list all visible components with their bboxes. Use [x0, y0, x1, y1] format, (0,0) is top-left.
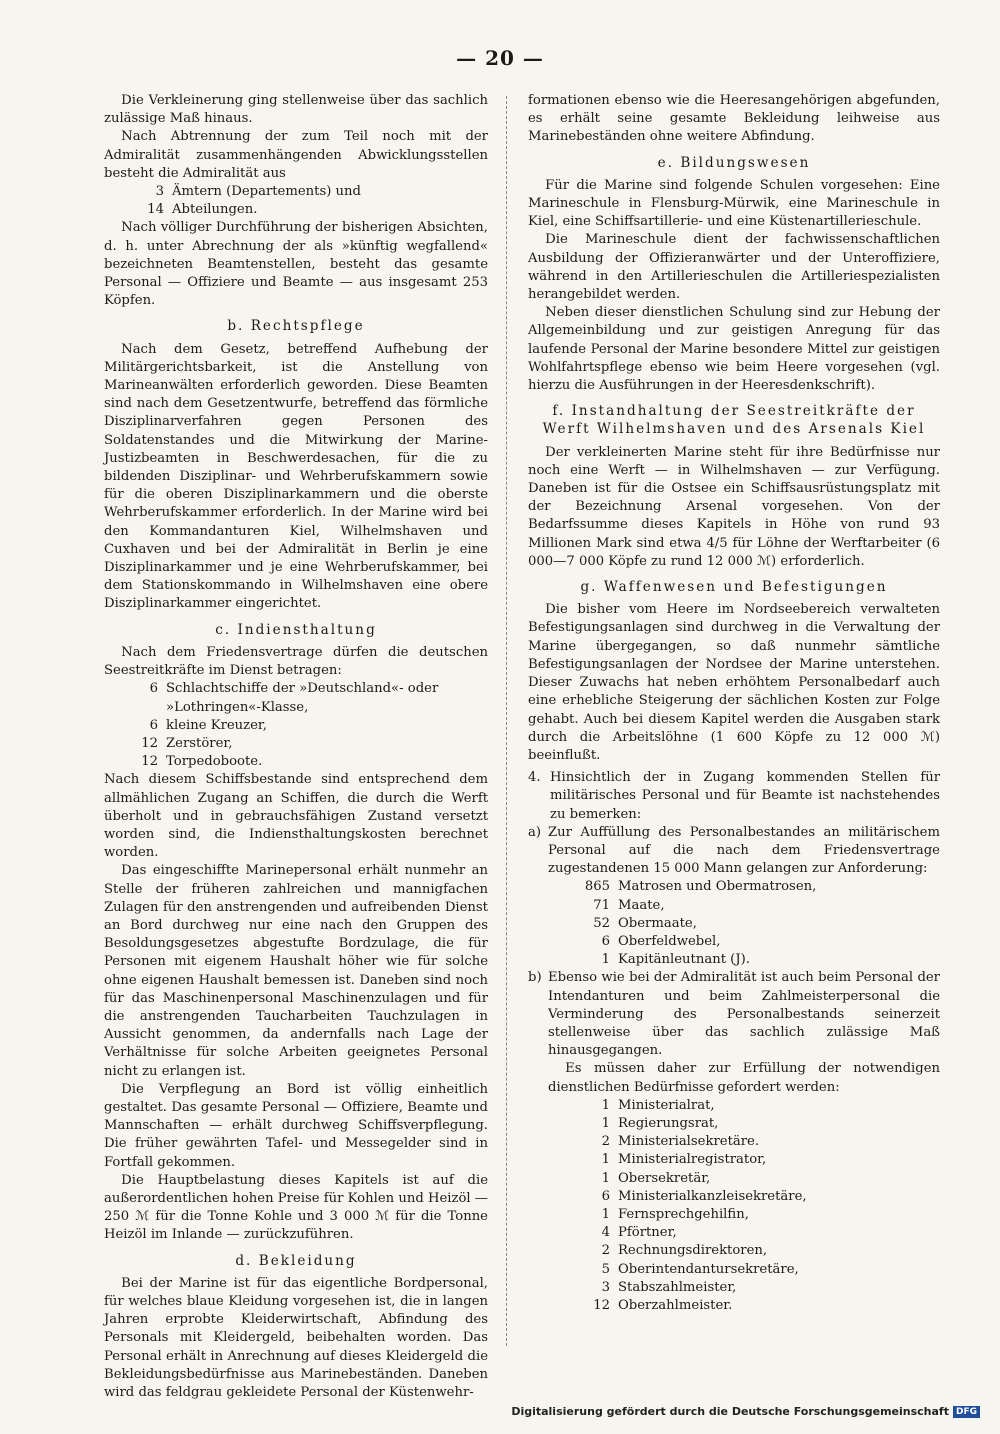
section-heading-b: b. Rechtspflege: [227, 318, 365, 335]
list-text: Zerstörer,: [166, 735, 233, 751]
list-qty: 12: [593, 1298, 610, 1313]
paragraph: Die bisher vom Heere im Nordseebereich verwalteten Befestigungsanlagen sind durchweg in die Verwaltung der Marine übergegangen, so daß nunmehr sämtliche Befestigungsanlagen der Nordsee der Marine unterstehen. Dieser Zuwachs hat neben erhöhtem Personalbedarf auch eine erhebliche Steigerung der sächlichen Kosten zur Folge gehabt. Auch bei diesem Kapitel werden die Ausgaben stark durch die Arbeitslöhne (1 600 Köpfe zu 12 000 ℳ) beeinflußt.: [528, 602, 940, 763]
list-item: [528, 1224, 940, 1242]
list-qty: 4: [601, 1225, 610, 1241]
list-qty: 6: [601, 933, 610, 949]
item-letter: a): [528, 824, 542, 840]
list-text: Pförtner,: [618, 1225, 677, 1241]
column-divider: [506, 96, 507, 1346]
section-heading-g: g. Waffenwesen und Befestigungen: [580, 579, 888, 596]
paragraph: Die Verkleinerung ging stellenweise über das sachlich zulässige Maß hinaus.: [104, 93, 488, 127]
list-qty: 865: [584, 879, 610, 895]
list-item: [104, 753, 488, 771]
page-number: — 20 —: [456, 46, 544, 70]
list-item: [104, 183, 488, 201]
officials-list: [528, 1097, 940, 1315]
paragraph: Nach diesem Schiffsbestande sind entsprechend dem allmählichen Zugang an Schiffen, die durch die Werft überholt und in gebrauchsfähigen Zustand versetzt worden sind, die Indiensthaltungskosten berechnet worden.: [104, 772, 488, 861]
list-qty: 1: [601, 1097, 610, 1113]
list-qty: 3: [601, 1279, 610, 1295]
list-qty: 6: [149, 681, 158, 697]
list-text: Ministerialregistrator,: [618, 1152, 767, 1168]
lettered-item-b: [528, 969, 940, 1096]
list-qty: 2: [601, 1134, 610, 1150]
list-item: [528, 1133, 940, 1151]
list-qty: 1: [601, 1152, 610, 1168]
item-number: 4.: [528, 770, 541, 786]
list-item: [104, 201, 488, 219]
list-text: Maate,: [618, 897, 665, 913]
paragraph: Nach dem Gesetz, betreffend Aufhebung der Militärgerichtsbarkeit, ist die Anstellung von Marineanwälten erforderlich geworden. Diese Beamten sind nach dem Gesetzentwurfe, betreffend das förmliche Disziplinarverfahren gegen Personen des Soldatenstandes und die Mitwirkung der Marine-Justizbeamten in Beschwerdesachen, für die zu bildenden Disziplinar- und Wehrberufskammern sowie für die oberen Disziplinarkammern und die oberste Wehrberufskammer erforderlich. In der Marine wird bei den Kommandanturen Kiel, Wilhelmshaven und Cuxhaven und bei der Admiralität in Berlin je eine Disziplinarkammer und je eine Wehrberufskammer, bei dem Stationskommando in Wilhelmshaven eine obere Disziplinarkammer eingerichtet.: [104, 341, 488, 612]
list-qty: 3: [155, 184, 164, 200]
list-qty: 14: [147, 202, 164, 218]
list-item: [104, 717, 488, 735]
list-item: [528, 1097, 940, 1115]
paragraph: Das eingeschiffte Marinepersonal erhält nunmehr an Stelle der früheren zahlreichen und mannigfachen Zulagen für den anstrengenden und aufreibenden Dienst an Bord durchweg nur eine nach den Gruppen des Besoldungsgesetzes abgestufte Bordzulage, die für Personen mit eigenem Haushalt höher wie für solche ohne eigenen Haushalt bemessen ist. Daneben sind noch für das Maschinenpersonal Maschinenzulagen und für die anstrengenden Taucharbeiten Tauchzulagen in Aussicht genommen, da andernfalls nach Lage der Verhältnisse für solche Arbeiten geeignetes Personal nicht zu erlangen ist.: [104, 863, 488, 1079]
ships-list: [104, 680, 488, 771]
personnel-list: [528, 878, 940, 969]
list-qty: 6: [149, 717, 158, 733]
paragraph: Die Marineschule dient der fachwissenschaftlichen Ausbildung der Offizieranwärter und der Unteroffiziere, während in den Artillerieschulen die Artilleriespezialisten herangebildet werden.: [528, 232, 940, 303]
item-text: [548, 969, 940, 1096]
list-item: [528, 1115, 940, 1133]
list-qty: 71: [593, 897, 610, 913]
list-text: Obermaate,: [618, 915, 697, 931]
dfg-logo: DFG: [953, 1406, 980, 1418]
list-qty: 1: [601, 1115, 610, 1131]
list-text: Oberfeldwebel,: [618, 933, 721, 949]
footer-text: Digitalisierung gefördert durch die Deutsche Forschungsgemeinschaft: [511, 1405, 949, 1418]
item-text-part: Es müssen daher zur Erfüllung der notwendigen dienstlichen Bedürfnisse gefordert werden:: [548, 1061, 940, 1095]
list-item: [528, 915, 940, 933]
list-text: Oberintendantursekretäre,: [618, 1261, 799, 1277]
list-qty: 12: [141, 754, 158, 770]
list-item: [528, 1297, 940, 1315]
list-qty: 6: [601, 1188, 610, 1204]
paragraph: Nach dem Friedensvertrage dürfen die deutschen Seestreitkräfte im Dienst betragen:: [104, 644, 488, 679]
list-item: [104, 735, 488, 753]
paragraph: Der verkleinerten Marine steht für ihre Bedürfnisse nur noch eine Werft — in Wilhelmshaven — zur Verfügung. Daneben ist für die Ostsee ein Schiffsausrüstungsplatz mit der Bezeichnung Arsenal vorgesehen. Von der Bedarfssumme dieses Kapitels in Höhe von rund 93 Millionen Mark sind etwa 4/5 für Löhne der Werftarbeiter (6 000—7 000 Köpfe zu rund 12 000 ℳ) erforderlich.: [528, 444, 940, 569]
list-text: Stabszahlmeister,: [618, 1279, 737, 1295]
paragraph: Nach Abtrennung der zum Teil noch mit der Admiralität zusammenhängenden Abwicklungsstellen besteht die Admiralität aus: [104, 129, 488, 181]
list-text: Obersekretär,: [618, 1170, 711, 1186]
numbered-item-4: [528, 769, 940, 824]
digitization-footer: [511, 1405, 980, 1418]
list-text: Ministerialrat,: [618, 1097, 715, 1113]
list-item: [528, 878, 940, 896]
section-heading-f: f. Instandhaltung der Seestreitkräfte der Werft Wilhelmshaven und des Arsenals Kiel: [542, 403, 926, 438]
list-item: [528, 897, 940, 915]
paragraph: Bei der Marine ist für das eigentliche Bordpersonal, für welches blaue Kleidung vorgesehen ist, die in langen Jahren erprobte Kleiderwirtschaft, Abfindung des Personals mit Kleidergeld, beibehalten worden. Das Personal erhält in Anrechnung auf dieses Kleidergeld die Bekleidungsbedürfnisse aus Marinebeständen. Daneben wird das feldgrau gekleidete Personal der Küstenwehr-: [104, 1275, 488, 1401]
paragraph: Neben dieser dienstlichen Schulung sind zur Hebung der Allgemeinbildung und zur geistigen Anregung für das laufende Personal der Marine besondere Mittel zur geistigen Wohlfahrtspflege ebenso wie beim Heere vorgesehen (vgl. hierzu die Ausführungen in der Heeresdenkschrift).: [528, 305, 940, 394]
paragraph: Die Verpflegung an Bord ist völlig einheitlich gestaltet. Das gesamte Personal — Offiziere, Beamte und Mannschaften — erhält durchweg Schiffsverpflegung. Die früher gewährten Tafel- und Messegelder sind in Fortfall gekommen.: [104, 1081, 488, 1170]
right-column: [528, 92, 940, 1315]
list-text: Torpedoboote.: [166, 754, 263, 770]
list-item: [528, 1206, 940, 1224]
section-heading-c: c. Indiensthaltung: [215, 621, 377, 638]
list-text: Ämtern (Departements) und: [172, 184, 361, 200]
list-text: Regierungsrat,: [618, 1115, 719, 1131]
list-item: [528, 1279, 940, 1297]
list-text: Ministerialkanzleisekretäre,: [618, 1188, 807, 1204]
list-text: Abteilungen.: [172, 202, 258, 218]
list-text: Fernsprechgehilfin,: [618, 1206, 749, 1222]
list-qty: 1: [601, 1206, 610, 1222]
list-item: [528, 1151, 940, 1169]
list-text: Ministerialsekretäre.: [618, 1134, 760, 1150]
list-item: [104, 680, 488, 716]
list-item: [528, 933, 940, 951]
admiralty-list: [104, 183, 488, 219]
left-column: [104, 92, 488, 1402]
item-text-part: Ebenso wie bei der Admiralität ist auch beim Personal der Intendanturen und beim Zahlmeisterpersonal die Verminderung des Personalbestands seinerzeit stellenweise über das sachlich zulässige Maß hinausgegangen.: [548, 970, 940, 1059]
list-text: Kapitänleutnant (J).: [618, 952, 750, 968]
list-text: Matrosen und Obermatrosen,: [618, 879, 817, 895]
paragraph: formationen ebenso wie die Heeresangehörigen abgefunden, es erhält seine gesamte Bekleidung leihweise aus Marinebeständen ohne weitere Abfindung.: [528, 93, 940, 145]
paragraph: Für die Marine sind folgende Schulen vorgesehen: Eine Marineschule in Flensburg-Mürwik, eine Marineschule in Kiel, eine Schiffsartillerie- und eine Küstenartillerieschule.: [528, 177, 940, 230]
list-text: kleine Kreuzer,: [166, 717, 267, 733]
paragraph: Die Hauptbelastung dieses Kapitels ist auf die außerordentlichen hohen Preise für Kohlen und Heizöl — 250 ℳ für die Tonne Kohle und 3 000 ℳ für die Tonne Heizöl im Inlande — zurückzuführen.: [104, 1172, 488, 1243]
section-heading-e: e. Bildungswesen: [657, 154, 811, 171]
paragraph: Nach völliger Durchführung der bisherigen Absichten, d. h. unter Abrechnung der als »künftig wegfallend« bezeichneten Beamtenstellen, besteht das gesamte Personal — Offiziere und Beamte — aus insgesamt 253 Köpfen.: [104, 220, 488, 309]
list-qty: 12: [141, 735, 158, 751]
list-qty: 1: [601, 1170, 610, 1186]
list-item: [528, 1242, 940, 1260]
list-qty: 5: [601, 1261, 610, 1277]
list-qty: 52: [593, 915, 610, 931]
list-item: [528, 1188, 940, 1206]
item-text: Zur Auffüllung des Personalbestandes an militärischem Personal auf die nach dem Friedensvertrage zugestandenen 15 000 Mann gelangen zur Anforderung:: [548, 824, 940, 877]
list-qty: 1: [601, 952, 610, 968]
list-text: Schlachtschiffe der »Deutschland«- oder »Lothringen«-Klasse,: [166, 681, 439, 715]
list-item: [528, 951, 940, 969]
lettered-item-a: [528, 824, 940, 879]
list-item: [528, 1170, 940, 1188]
item-text: Hinsichtlich der in Zugang kommenden Stellen für militärisches Personal und für Beamte ist nachstehendes zu bemerken:: [550, 770, 940, 822]
list-text: Oberzahlmeister.: [618, 1298, 733, 1313]
section-heading-d: d. Bekleidung: [235, 1252, 357, 1269]
item-letter: b): [528, 970, 542, 986]
list-text: Rechnungsdirektoren,: [618, 1243, 768, 1259]
list-item: [528, 1261, 940, 1279]
list-qty: 2: [601, 1243, 610, 1259]
